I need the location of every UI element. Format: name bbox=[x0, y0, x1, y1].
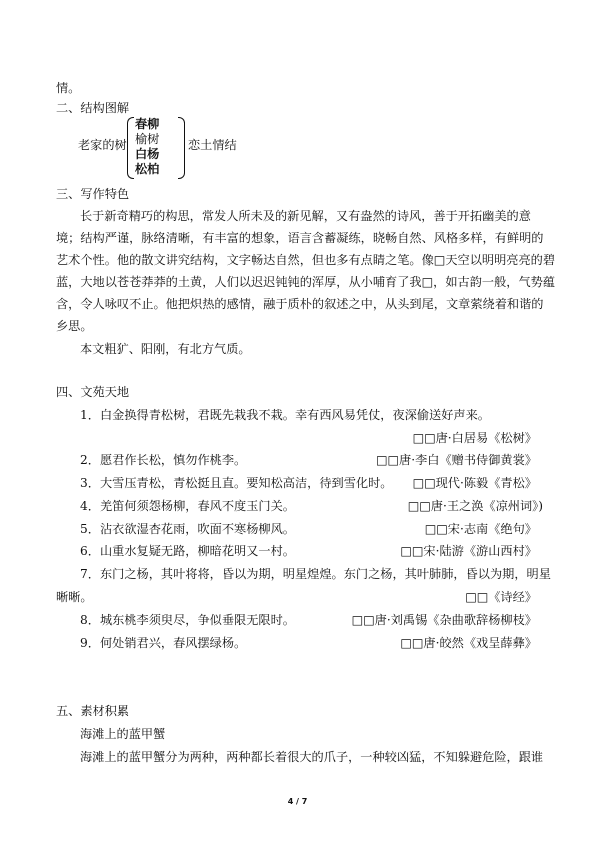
diagram-item: 松柏 bbox=[135, 162, 160, 176]
material-title: 海滩上的蓝甲蟹 bbox=[80, 727, 166, 741]
poem-line: 6．山重水复疑无路，柳暗花明又一村。 bbox=[80, 544, 295, 558]
poem-line: 9．何处销君兴，春风摆绿杨。 bbox=[80, 636, 247, 650]
poem-source: □□《诗经》 bbox=[465, 590, 537, 604]
poem-source: □□宋·志南《绝句》 bbox=[424, 522, 537, 536]
poem-line: 2．愿君作长松，慎勿作桃李。 bbox=[80, 453, 247, 467]
paragraph-line: 海滩上的蓝甲蟹分为两种，两种都长着很大的爪子，一种较凶猛，不知躲避危险，跟谁 bbox=[80, 750, 544, 764]
paragraph-line: 乡思。 bbox=[56, 319, 93, 333]
poem-line: 1．白金换得青松树，君既先栽我不栽。幸有西风易凭仗，夜深偷送好声来。 bbox=[80, 408, 490, 422]
paragraph-line: 艺术个性。他的散文讲究结构，文字畅达自然，但也多有点睛之笔。像□天空以明明亮亮的碧 bbox=[56, 253, 556, 267]
poem-source: □□唐·白居易《松树》 bbox=[412, 431, 537, 445]
paragraph-line: 境；结构严谨，脉络清晰，有丰富的想象，语言含蓄凝练，晓畅自然、风格多样，有鲜明的 bbox=[56, 231, 544, 245]
poem-source: □□宋·陆游《游山西村》 bbox=[400, 544, 537, 558]
section-heading-writing: 三、写作特色 bbox=[56, 187, 130, 201]
page-number: 4 / 7 bbox=[287, 797, 308, 806]
paragraph-line: 蓝，大地以苍苍莽莽的土黄，人们以迟迟钝钝的浑厚，从小哺育了我□，如古韵一般，气势蕴 bbox=[56, 275, 556, 289]
right-brace bbox=[178, 117, 185, 179]
paragraph-line: 长于新奇精巧的构思，常发人所未及的新见解，又有盎然的诗风，善于开拓幽美的意 bbox=[80, 209, 531, 223]
section-heading-materials: 五、素材积累 bbox=[56, 704, 130, 718]
poem-source: □□唐·王之涣《凉州词》) bbox=[407, 499, 543, 513]
diagram-item: 榆树 bbox=[135, 132, 160, 146]
poem-line: 8．城东桃李须臾尽，争似垂限无限时。 bbox=[80, 613, 295, 627]
section-heading-structure: 二、结构图解 bbox=[56, 101, 130, 115]
poem-line: 5．沾衣欲湿杏花雨，吹面不寒杨柳风。 bbox=[80, 522, 295, 536]
poem-line: 3．大雪压青松，青松挺且直。要知松高洁，待到雪化时。 bbox=[80, 476, 393, 490]
paragraph-line: 本文粗犷、阳刚，有北方气质。 bbox=[80, 342, 251, 356]
poem-line: 7．东门之杨，其叶将将，昏以为期，明星煌煌。东门之杨，其叶肺肺，昏以为期，明星 bbox=[80, 567, 551, 581]
diagram-item: 白杨 bbox=[135, 147, 160, 161]
poem-source: □□现代·陈毅《青松》 bbox=[412, 476, 537, 490]
paragraph-line: 含，令人咏叹不止。他把炽热的感情，融于质朴的叙述之中，从头到尾，文章萦绕着和谐的 bbox=[56, 297, 544, 311]
diagram-result: 恋土情结 bbox=[188, 138, 237, 152]
structure-diagram bbox=[78, 117, 338, 179]
poem-source: □□唐·李白《赠书侍御黄裳》 bbox=[376, 453, 537, 467]
diagram-item: 春柳 bbox=[135, 117, 160, 131]
section-heading-poems: 四、文苑天地 bbox=[56, 385, 130, 399]
poem-line: 4．羌笛何须怨杨柳，春风不度玉门关。 bbox=[80, 499, 295, 513]
poem-source: □□唐·皎然《戏呈薛彝》 bbox=[400, 636, 537, 650]
poem-line-continued: 晰晰。 bbox=[56, 590, 93, 604]
left-brace bbox=[127, 117, 134, 179]
continued-text: 情。 bbox=[56, 81, 81, 95]
poem-source: □□唐·刘禹锡《杂曲歌辞杨柳枝》 bbox=[351, 613, 537, 627]
diagram-root: 老家的树 bbox=[78, 138, 127, 152]
